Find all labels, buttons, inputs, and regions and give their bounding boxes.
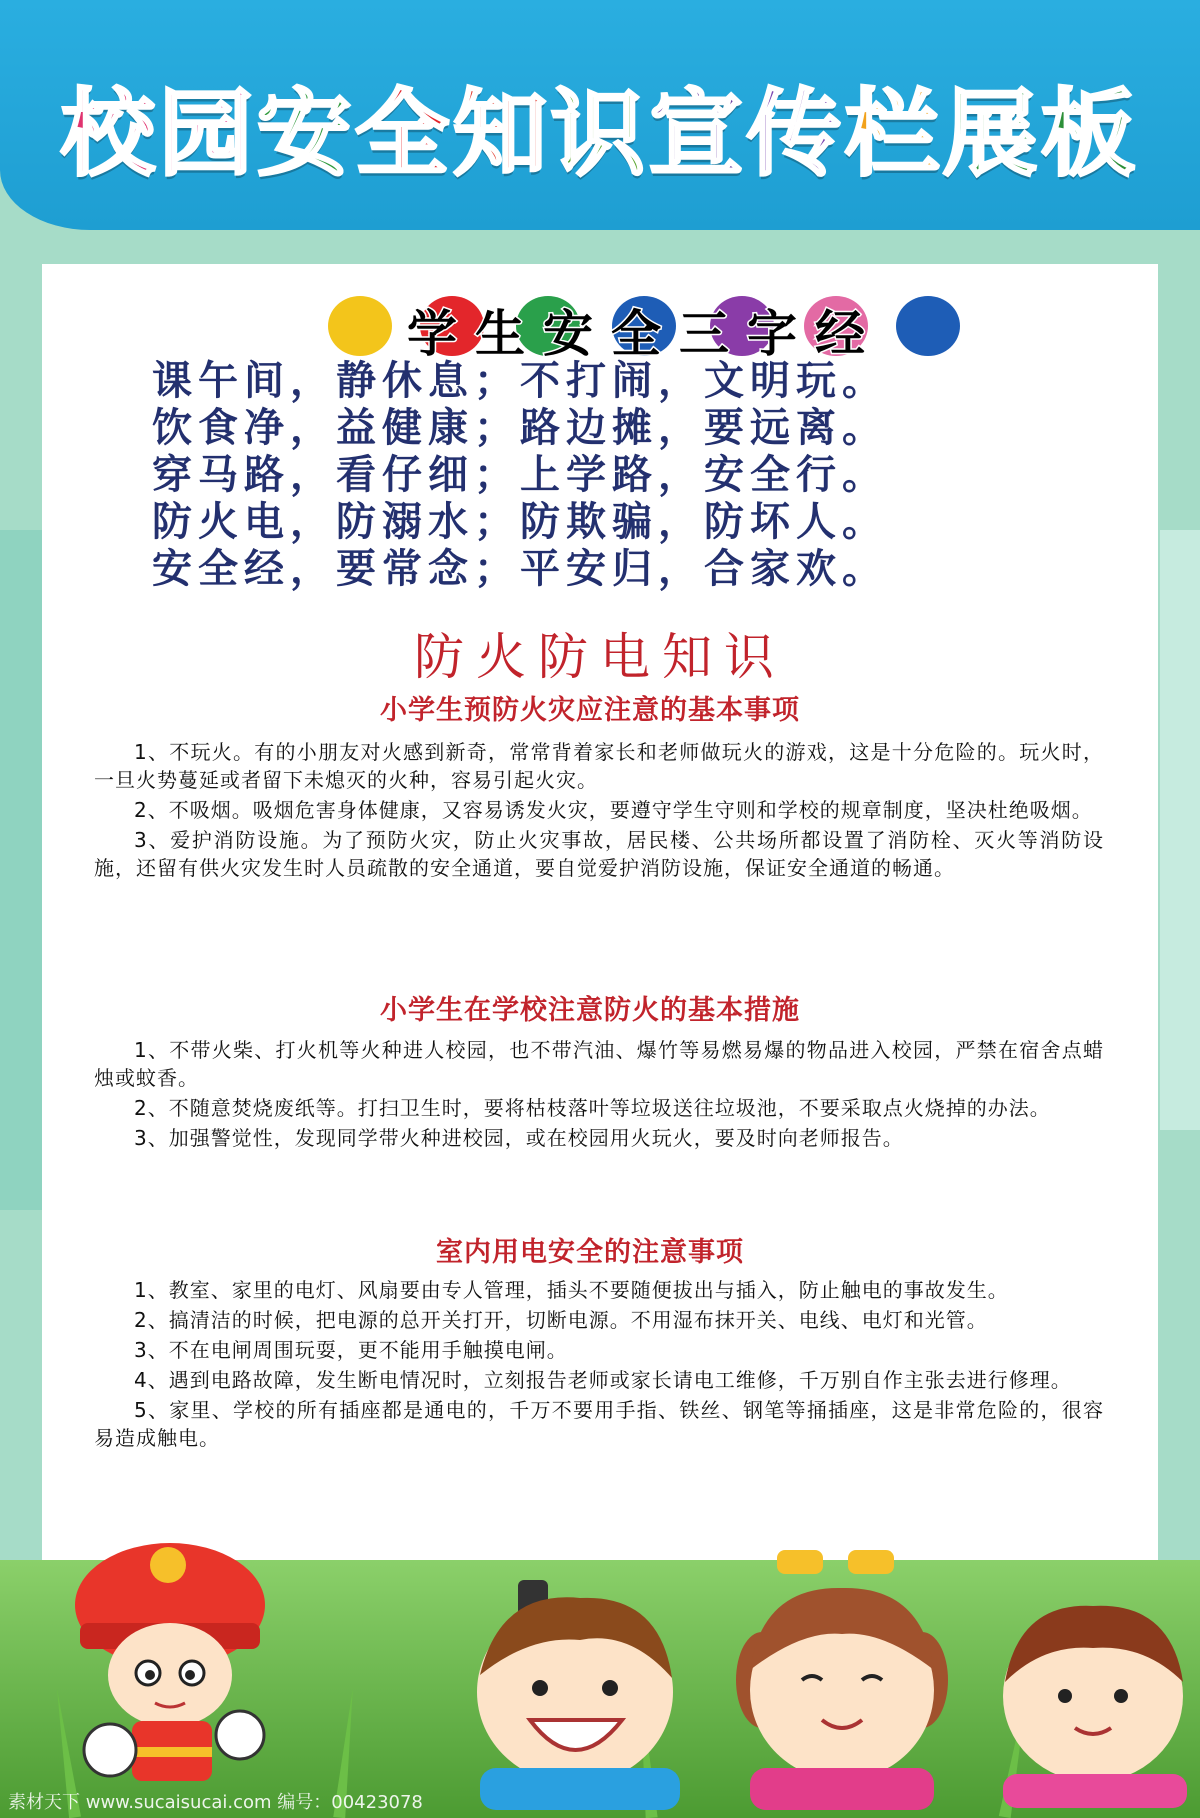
boy-cartoon-icon bbox=[460, 1580, 700, 1810]
verse-title-banner bbox=[320, 294, 970, 363]
title-char: 传 bbox=[747, 80, 846, 189]
paragraph: 1、教室、家里的电灯、风扇要由专人管理，插头不要随便拔出与插入，防止触电的事故发生。 bbox=[134, 1278, 1009, 1302]
section-body bbox=[94, 738, 1104, 884]
title-char: 校 bbox=[60, 80, 159, 189]
girl-cartoon-icon bbox=[722, 1550, 962, 1810]
title-char: 板 bbox=[1041, 80, 1140, 189]
verse-line: 课午间，静休息；不打闹，文明玩。 bbox=[152, 358, 888, 404]
title-char: 识 bbox=[550, 80, 649, 189]
verse-line: 饮食净，益健康；路边摊，要远离。 bbox=[152, 405, 888, 451]
section-heading: 室内用电安全的注意事项 bbox=[436, 1237, 744, 1268]
section-body bbox=[94, 1036, 1104, 1154]
verse-line: 穿马路，看仔细；上学路，安全行。 bbox=[152, 452, 888, 498]
title-char: 安 bbox=[256, 80, 355, 189]
paragraph: 2、不随意焚烧废纸等。打扫卫生时，要将枯枝落叶等垃圾送往垃圾池，不要采取点火烧掉的办法。 bbox=[134, 1096, 1051, 1120]
section-body bbox=[94, 1276, 1104, 1454]
safety-verse bbox=[152, 358, 1092, 593]
verse-line: 防火电，防溺水；防欺骗，防坏人。 bbox=[152, 499, 888, 545]
section-heading: 小学生在学校注意防火的基本措施 bbox=[380, 995, 800, 1026]
watermark-text: 素材天下 www.sucaisucai.com 编号：00423078 bbox=[8, 1792, 423, 1813]
paragraph: 1、不玩火。有的小朋友对火感到新奇，常常背着家长和老师做玩火的游戏，这是十分危险的。玩火时，一旦火势蔓延或者留下未熄灭的火种，容易引起火灾。 bbox=[94, 740, 1104, 792]
title-char: 园 bbox=[158, 80, 257, 189]
paragraph: 2、搞清洁的时候，把电源的总开关打开，切断电源。不用湿布抹开关、电线、电灯和光管。 bbox=[134, 1308, 988, 1332]
title-char: 知 bbox=[452, 80, 551, 189]
title-char: 栏 bbox=[845, 80, 944, 189]
paragraph: 2、不吸烟。吸烟危害身体健康，又容易诱发火灾，要遵守学生守则和学校的规章制度，坚决杜绝吸烟。 bbox=[134, 798, 1093, 822]
paragraph: 5、家里、学校的所有插座都是通电的，千万不要用手指、铁丝、钢笔等捅插座，这是非常危险的，很容易造成触电。 bbox=[94, 1398, 1104, 1450]
firefighter-cartoon-icon bbox=[50, 1535, 300, 1805]
paragraph: 3、加强警觉性，发现同学带火种进校园，或在校园用火玩火，要及时向老师报告。 bbox=[134, 1126, 904, 1150]
title-char: 展 bbox=[943, 80, 1042, 189]
child-cartoon-icon bbox=[985, 1578, 1200, 1808]
paragraph: 3、不在电闸周围玩耍，更不能用手触摸电闸。 bbox=[134, 1338, 568, 1362]
section-title: 防火防电知识 bbox=[414, 628, 786, 686]
title-char: 全 bbox=[354, 80, 453, 189]
paragraph: 1、不带火柴、打火机等火种进人校园，也不带汽油、爆竹等易燃易爆的物品进入校园，严禁在宿舍点蜡烛或蚊香。 bbox=[94, 1038, 1104, 1090]
main-title bbox=[0, 58, 1200, 193]
verse-title: 学生安全三字经 bbox=[407, 305, 883, 363]
paragraph: 4、遇到电路故障，发生断电情况时，立刻报告老师或家长请电工维修，千万别自作主张去进行修理。 bbox=[134, 1368, 1072, 1392]
section-heading: 小学生预防火灾应注意的基本事项 bbox=[380, 695, 800, 726]
verse-line: 安全经，要常念；平安归，合家欢。 bbox=[152, 546, 888, 592]
paragraph: 3、爱护消防设施。为了预防火灾，防止火灾事故，居民楼、公共场所都设置了消防栓、灭火等消防设施，还留有供火灾发生时人员疏散的安全通道，要自觉爱护消防设施，保证安全通道的畅通。 bbox=[94, 828, 1104, 880]
title-char: 宣 bbox=[649, 80, 748, 189]
